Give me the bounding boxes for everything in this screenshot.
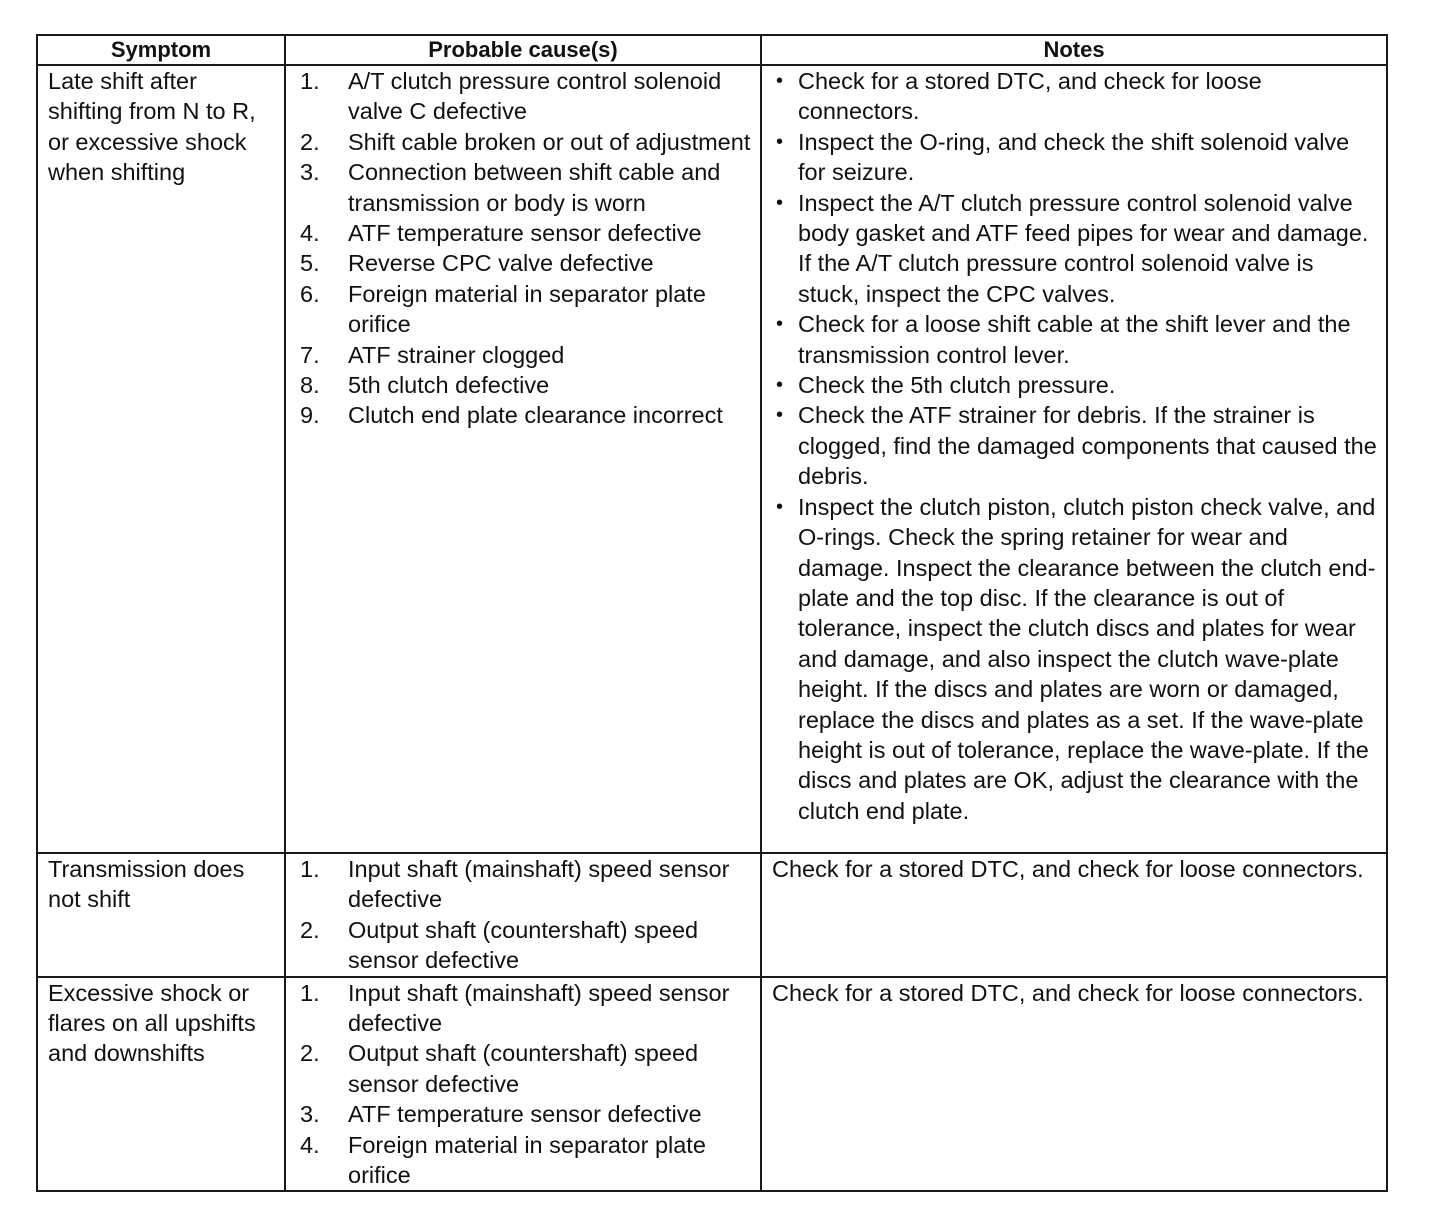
cause-item: 3. Connection between shift cable and transmission or body is worn [300, 159, 721, 216]
causes-cell [285, 977, 761, 1192]
notes-cell [761, 977, 1387, 1192]
cause-item: 8. 5th clutch defective [300, 372, 550, 399]
note-item: • Inspect the A/T clutch pressure control solenoid valve body gasket and ATF feed pipes for wear and damage. If the A/T clutch pressure control solenoid valve is stuck, inspect the CPC valves. [776, 189, 1369, 307]
note-item: • Inspect the clutch piston, clutch piston check valve, and O-rings. Check the spring retainer for wear and damage. Inspect the clearance between the clutch end-plate and the top disc. If the clearance is out of tolerance, inspect the clutch discs and plates for wear and damage, and also inspect the clutch wave-plate height. If the discs and plates are worn or damaged, replace the discs and plates as a set. If the wave-plate height is out of tolerance, replace the wave-plate. If the discs and plates are OK, adjust the clearance with the clutch end plate. [776, 493, 1376, 824]
symptom-cell: Late shift after shifting from N to R, or excessive shock when shifting [37, 65, 285, 853]
notes-cell [761, 65, 1387, 853]
troubleshooting-table [36, 34, 1388, 1192]
cause-item: 3. ATF temperature sensor defective [300, 1101, 702, 1128]
causes-cell [285, 65, 761, 853]
cause-item: 4. Foreign material in separator plate orifice [300, 1131, 706, 1189]
causes-cell [285, 853, 761, 977]
cause-item: 2. Output shaft (countershaft) speed sensor defective [300, 1040, 699, 1097]
note-item: • Check for a stored DTC, and check for loose connectors. [776, 68, 1262, 125]
notes-cell [761, 853, 1387, 977]
note-text: Check for a stored DTC, and check for loose connectors. [772, 856, 1364, 882]
bullet-icon: • [776, 70, 784, 92]
bullet-icon: • [776, 495, 784, 518]
table-row [37, 65, 1387, 853]
header-row [37, 35, 1387, 65]
causes-list [296, 854, 752, 976]
table-row [37, 853, 1387, 977]
header-probable-causes: Probable cause(s) [285, 35, 761, 65]
note-item: • Check the 5th clutch pressure. [776, 370, 1378, 400]
table-row [37, 977, 1387, 1192]
bullet-icon: • [776, 404, 784, 427]
causes-list [296, 66, 752, 431]
bullet-icon: • [776, 374, 784, 397]
cause-item: 1. Input shaft (mainshaft) speed sensor defective [300, 979, 730, 1037]
cause-item: 2. Output shaft (countershaft) speed sensor defective [300, 916, 699, 974]
cause-item: 6. Foreign material in separator plate orifice [300, 280, 706, 338]
cause-item: 2. Shift cable broken or out of adjustment [300, 128, 751, 155]
symptom-cell: Excessive shock or flares on all upshifts and downshifts [37, 977, 285, 1192]
cause-item: 5. Reverse CPC valve defective [300, 250, 654, 277]
bullet-icon: • [776, 313, 784, 336]
cause-item: 4. ATF temperature sensor defective [300, 220, 702, 247]
cause-item: 1. Input shaft (mainshaft) speed sensor defective [300, 856, 730, 913]
header-notes: Notes [761, 35, 1387, 65]
cause-item: 7. ATF strainer clogged [300, 341, 565, 368]
notes-list [772, 66, 1378, 826]
note-item: • Check for a loose shift cable at the shift lever and the transmission control lever. [776, 311, 1351, 368]
note-item: • Inspect the O-ring, and check the shift solenoid valve for seizure. [776, 128, 1350, 186]
bullet-icon: • [776, 130, 784, 153]
note-text: Check for a stored DTC, and check for loose connectors. [772, 979, 1364, 1006]
causes-list [296, 978, 752, 1191]
cause-item: 1. A/T clutch pressure control solenoid valve C defective [300, 68, 722, 125]
symptom-cell: Transmission does not shift [37, 853, 285, 977]
header-symptom: Symptom [37, 35, 285, 65]
bullet-icon: • [776, 191, 784, 214]
note-item: • Check the ATF strainer for debris. If the strainer is clogged, find the damaged components that caused the debris. [776, 402, 1377, 490]
cause-item: 9. Clutch end plate clearance incorrect [300, 402, 723, 429]
